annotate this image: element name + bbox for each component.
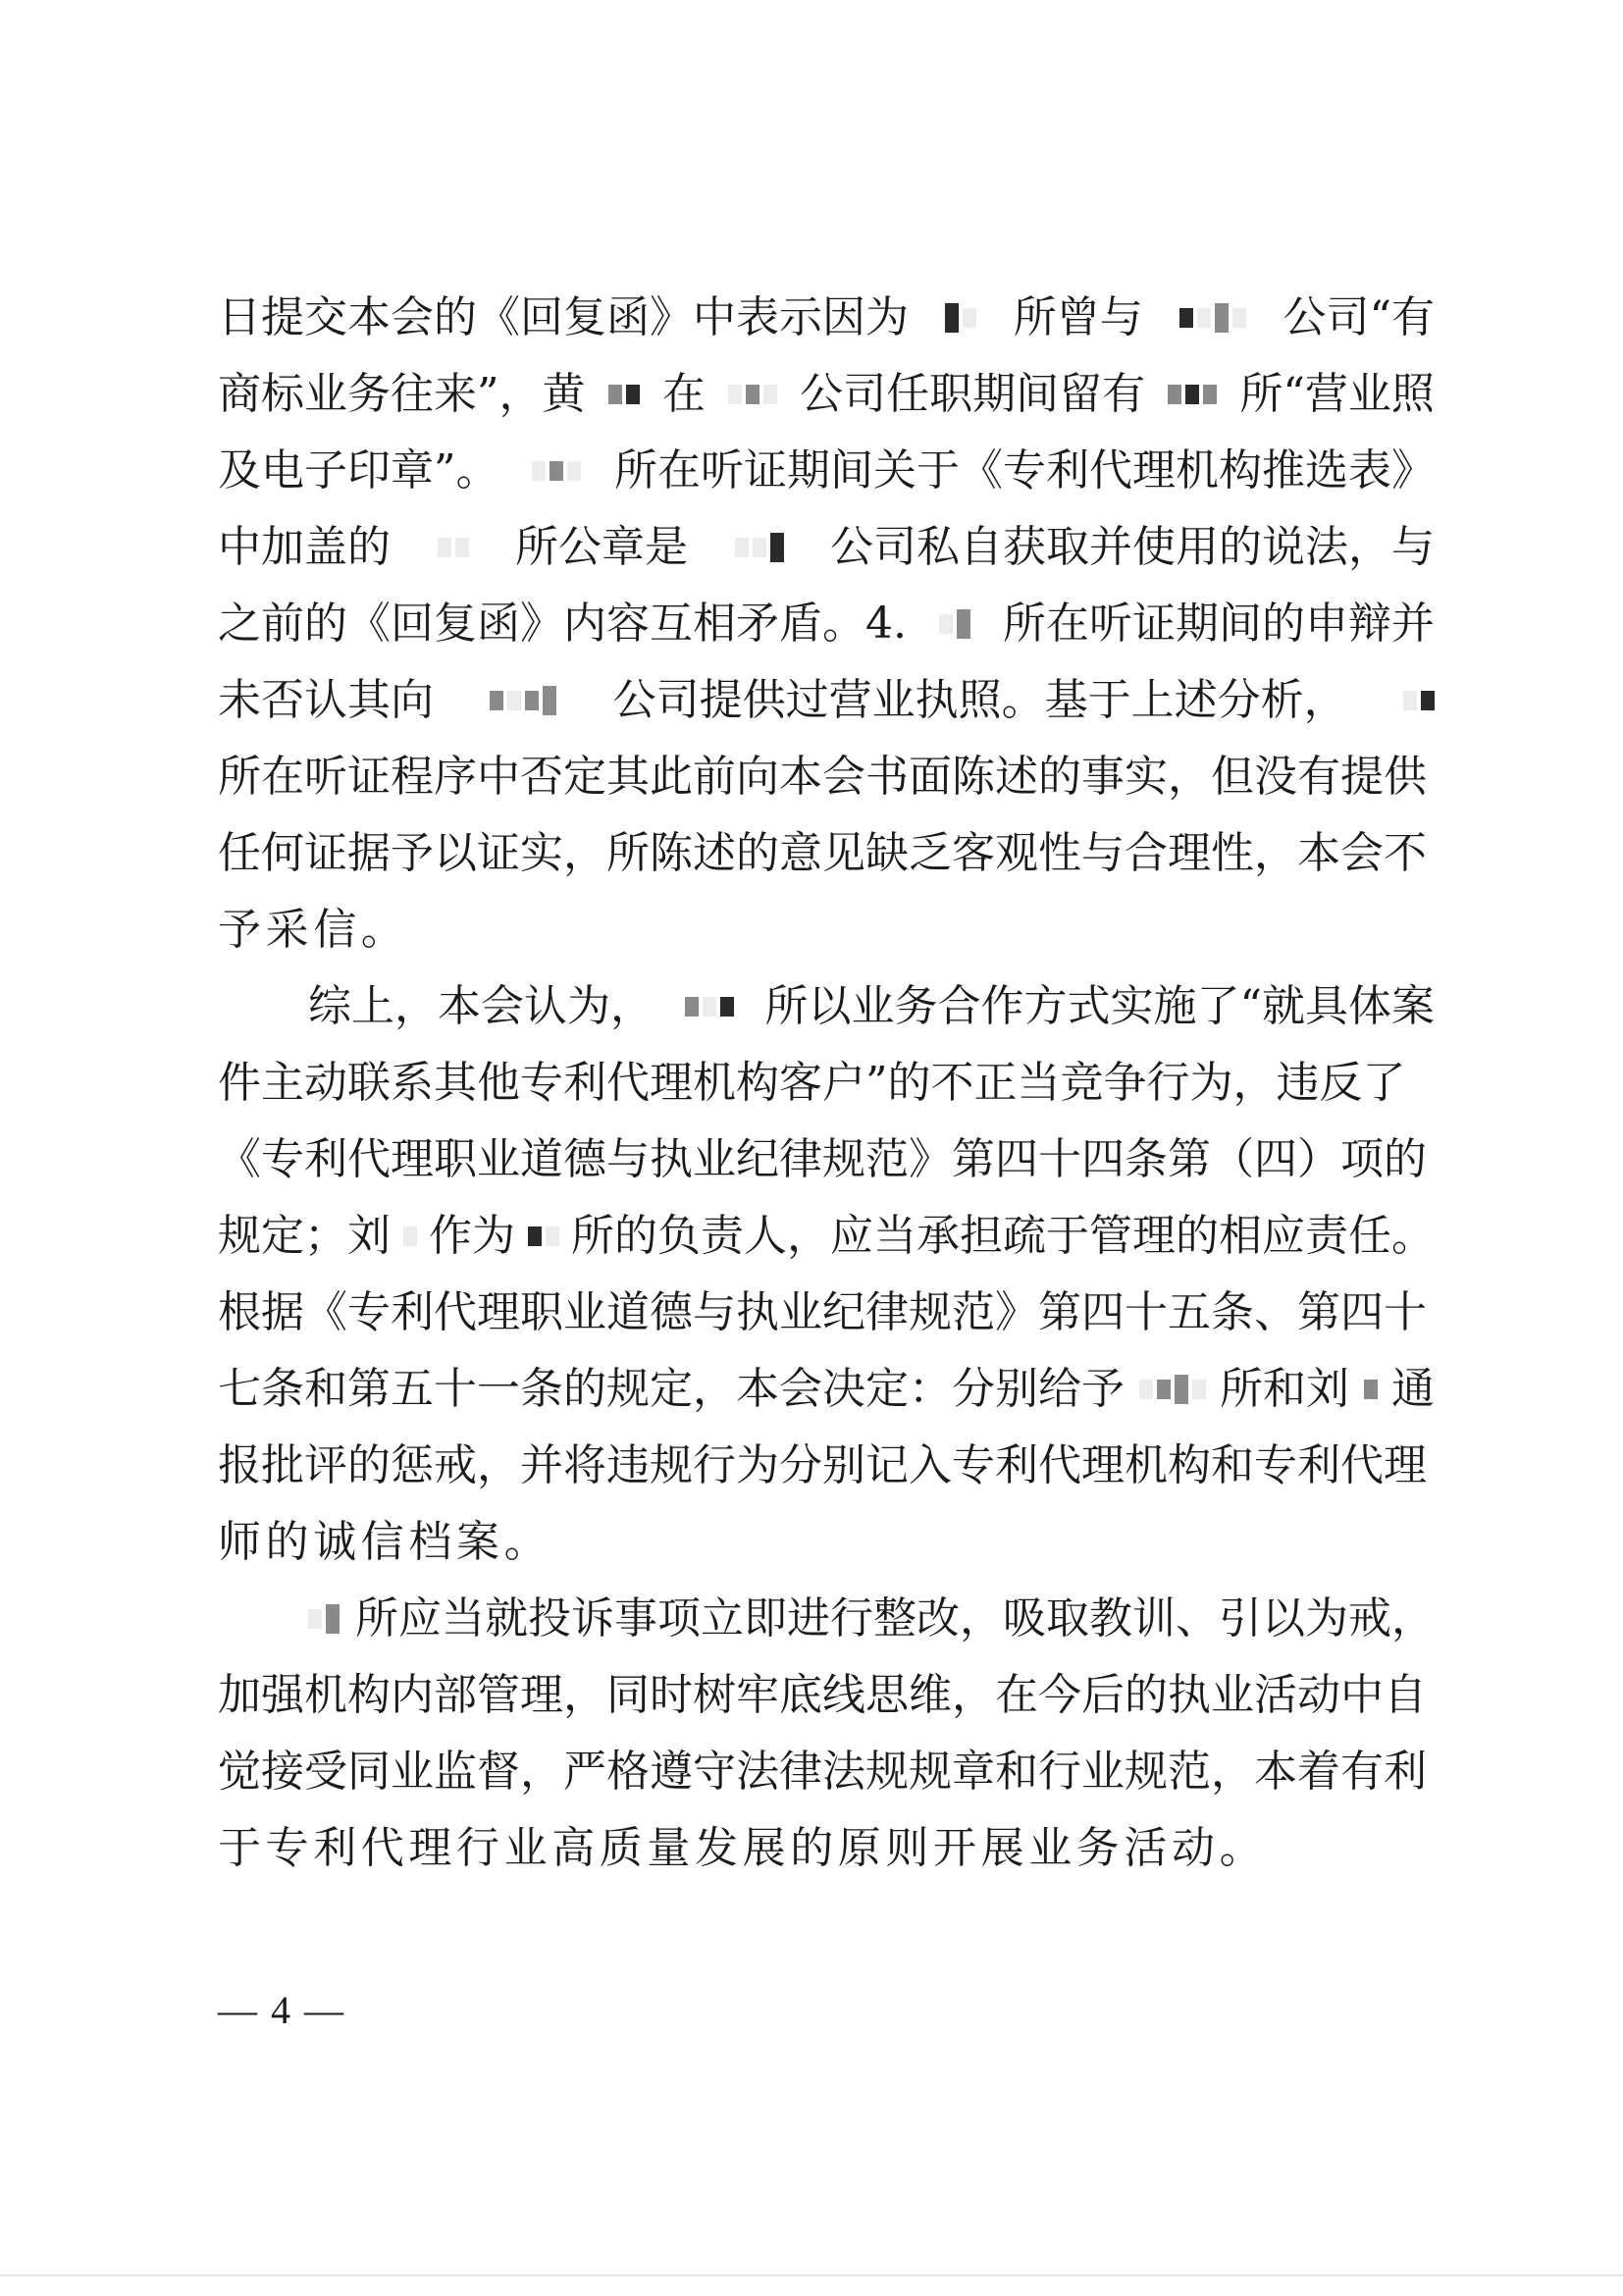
- text-segment: 所在听证期间的申辩并: [1002, 599, 1435, 649]
- text-line: [218, 356, 1435, 433]
- text-segment: 综上，本会认为，: [308, 981, 654, 1031]
- text-segment: 所“营业照: [1239, 369, 1435, 419]
- text-line: [218, 1504, 1435, 1581]
- text-line: [218, 509, 1435, 586]
- redaction-mosaic: [608, 373, 640, 416]
- text-segment: 于专利代理行业高质量发展的原则开展业务活动。: [218, 1823, 1268, 1873]
- text-segment: 规定；刘: [218, 1211, 391, 1261]
- text-segment: 未否认其向: [218, 675, 434, 725]
- text-segment: 所曾与: [1013, 292, 1143, 342]
- text-segment: 作为: [429, 1211, 515, 1261]
- redaction-mosaic: [490, 679, 556, 722]
- text-line: [218, 1428, 1435, 1504]
- text-line: [218, 1734, 1435, 1810]
- text-line: [218, 586, 1435, 662]
- text-segment: 之前的《回复函》内容互相矛盾。4.: [218, 599, 907, 649]
- redaction-mosaic: [735, 526, 784, 569]
- text-line: [218, 280, 1435, 356]
- text-segment: 所和刘: [1220, 1364, 1349, 1414]
- text-segment: 任何证据予以证实，所陈述的意见缺乏客观性与合理性，本会不: [218, 828, 1427, 878]
- redaction-mosaic: [1139, 1368, 1206, 1411]
- text-segment: 所以业务合作方式实施了“就具体案: [764, 981, 1435, 1031]
- redaction-mosaic: [1179, 296, 1246, 339]
- text-segment: 所的负责人，应当承担疏于管理的相应责任。: [571, 1211, 1435, 1261]
- text-line: [218, 968, 1435, 1045]
- redaction-mosaic: [1403, 679, 1435, 722]
- text-segment: 师的诚信档案。: [218, 1517, 552, 1567]
- scan-edge: [0, 2274, 1623, 2276]
- text-line: [218, 815, 1435, 892]
- text-segment: 公司任职期间留有: [800, 369, 1146, 419]
- redaction-mosaic: [945, 296, 976, 339]
- text-segment: 觉接受同业监督，严格遵守法律法规规章和行业规范，本着有利: [218, 1747, 1427, 1797]
- text-segment: 通: [1391, 1364, 1435, 1414]
- redaction-mosaic: [528, 1215, 559, 1258]
- text-segment: 公司私自获取并使用的说法，与: [830, 522, 1435, 572]
- text-line: [218, 662, 1435, 739]
- redaction-mosaic: [939, 602, 970, 646]
- text-segment: 所应当就投诉事项立即进行整改，吸取教训、引以为戒，: [355, 1593, 1435, 1644]
- text-segment: 报批评的惩戒，并将违规行为分别记入专利代理机构和专利代理: [218, 1440, 1427, 1490]
- text-segment: 商标业务往来”，黄: [218, 369, 586, 419]
- page-number: — 4 —: [218, 1988, 345, 2032]
- text-line: [218, 892, 1435, 968]
- redaction-mosaic: [403, 1215, 417, 1258]
- text-line: [218, 1122, 1435, 1198]
- text-line: [218, 1275, 1435, 1351]
- text-line: [218, 433, 1435, 509]
- text-segment: 公司“有: [1283, 292, 1435, 342]
- text-line: [218, 1581, 1435, 1657]
- text-segment: 中加盖的: [218, 522, 391, 572]
- text-segment: 加强机构内部管理，同时树牢底线思维，在今后的执业活动中自: [218, 1670, 1427, 1720]
- text-line: [218, 1045, 1435, 1122]
- text-segment: 根据《专利代理职业道德与执业纪律规范》第四十五条、第四十: [218, 1287, 1427, 1337]
- document-body: [218, 280, 1435, 1887]
- text-segment: 七条和第五十一条的规定，本会决定：分别给予: [218, 1364, 1125, 1414]
- text-segment: 在: [661, 369, 706, 419]
- redaction-mosaic: [685, 985, 734, 1028]
- text-segment: 所在听证期间关于《专利代理机构推选表》: [614, 445, 1435, 496]
- redaction-mosaic: [532, 449, 581, 493]
- text-segment: 件主动联系其他专利代理机构客户”的不正当竞争行为，违反了: [218, 1058, 1406, 1108]
- text-segment: 《专利代理职业道德与执业纪律规范》第四十四条第（四）项的: [218, 1134, 1427, 1184]
- text-line: [218, 1351, 1435, 1428]
- redaction-mosaic: [308, 1597, 340, 1641]
- text-segment: 所在听证程序中否定其此前向本会书面陈述的事实，但没有提供: [218, 752, 1427, 802]
- text-segment: 予采信。: [218, 905, 409, 955]
- redaction-mosaic: [1364, 1368, 1378, 1411]
- text-segment: 日提交本会的《回复函》中表示因为: [218, 292, 909, 342]
- redaction-mosaic: [1168, 373, 1217, 416]
- text-segment: 所公章是: [515, 522, 688, 572]
- text-line: [218, 1810, 1435, 1887]
- text-line: [218, 1657, 1435, 1734]
- text-segment: 公司提供过营业执照。基于上述分析，: [612, 675, 1347, 725]
- text-line: [218, 739, 1435, 815]
- redaction-mosaic: [728, 373, 777, 416]
- text-segment: 及电子印章”。: [218, 445, 499, 496]
- text-line: [218, 1198, 1435, 1275]
- redaction-mosaic: [438, 526, 469, 569]
